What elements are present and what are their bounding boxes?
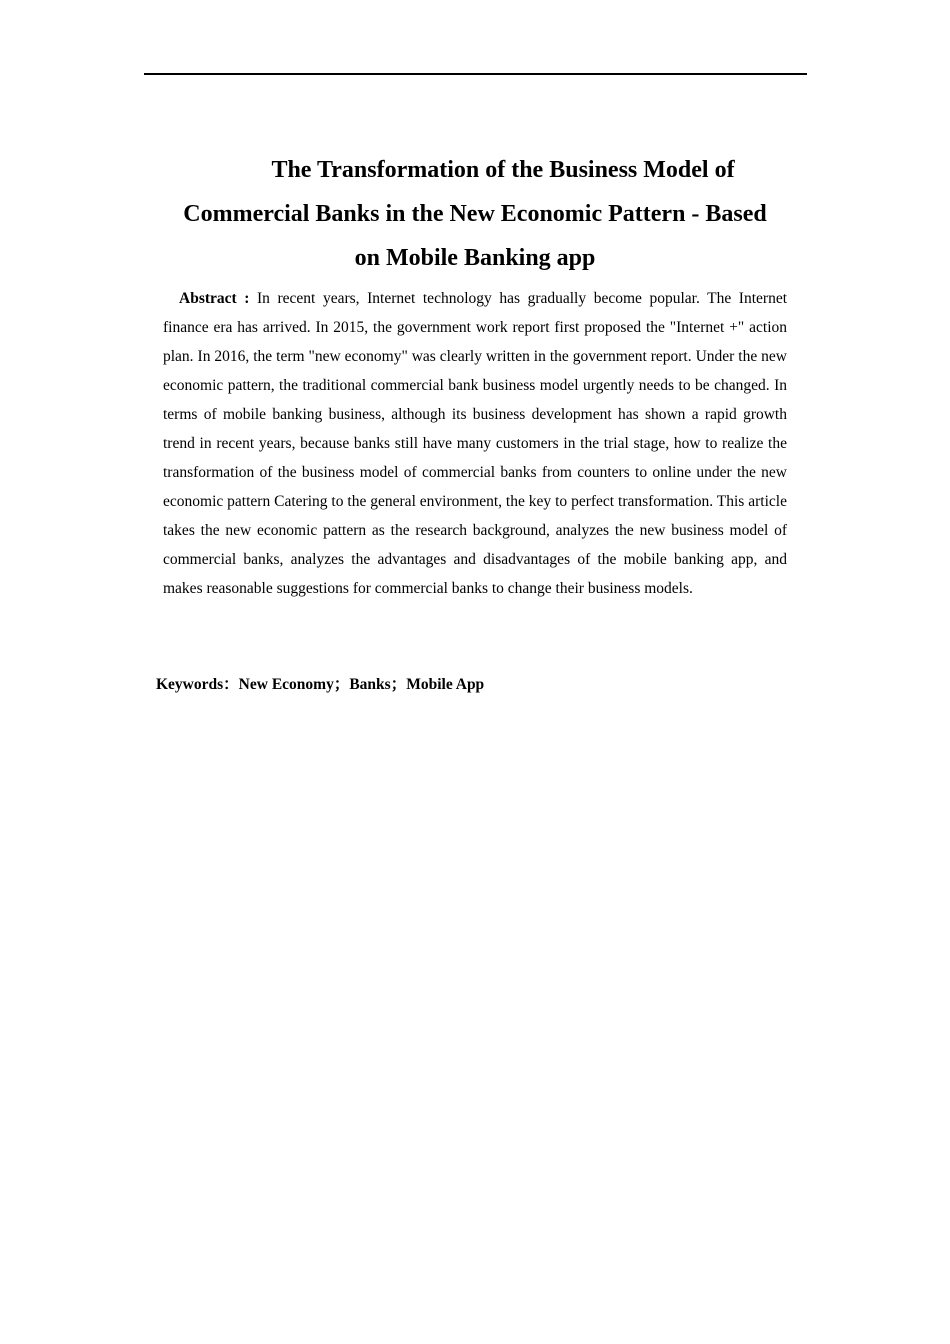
abstract-label: Abstract : xyxy=(179,290,258,307)
keywords-label: Keywords： xyxy=(156,676,239,693)
abstract-text: In recent years, Internet technology has gradually become popular. The Internet finance era has arrived. In 2015, the government work report first proposed the "Internet +" action plan. In 2016, the term "new economy" was clearly written in the government report. Under the new economic pattern, the traditional commercial bank business model urgently needs to be changed. In terms of mobile banking business, although its business development has shown a rapid growth trend in recent years, because banks still have many customers in the trial stage, how to realize the transformation of the business model of commercial banks from counters to online under the new economic pattern Catering to the general environment, the key to perfect transformation. This article takes the new economic pattern as the research background, analyzes the new business model of commercial banks, analyzes the advantages and disadvantages of the mobile banking app, and makes reasonable suggestions for commercial banks to change their business models. xyxy=(163,290,788,597)
header-rule xyxy=(144,73,807,75)
keyword-item: Banks xyxy=(349,676,391,693)
keyword-item: Mobile App xyxy=(406,676,485,693)
title-line-3: on Mobile Banking app xyxy=(354,245,596,271)
title-line-2: Commercial Banks in the New Economic Pattern - Based xyxy=(183,201,767,227)
keyword-separator: ； xyxy=(333,676,350,693)
abstract xyxy=(163,284,787,603)
paper-title xyxy=(162,148,788,280)
keywords xyxy=(156,671,796,699)
keyword-item: New Economy xyxy=(238,676,334,693)
title-line-1: The Transformation of the Business Model of xyxy=(271,157,735,183)
keyword-separator: ； xyxy=(390,676,407,693)
